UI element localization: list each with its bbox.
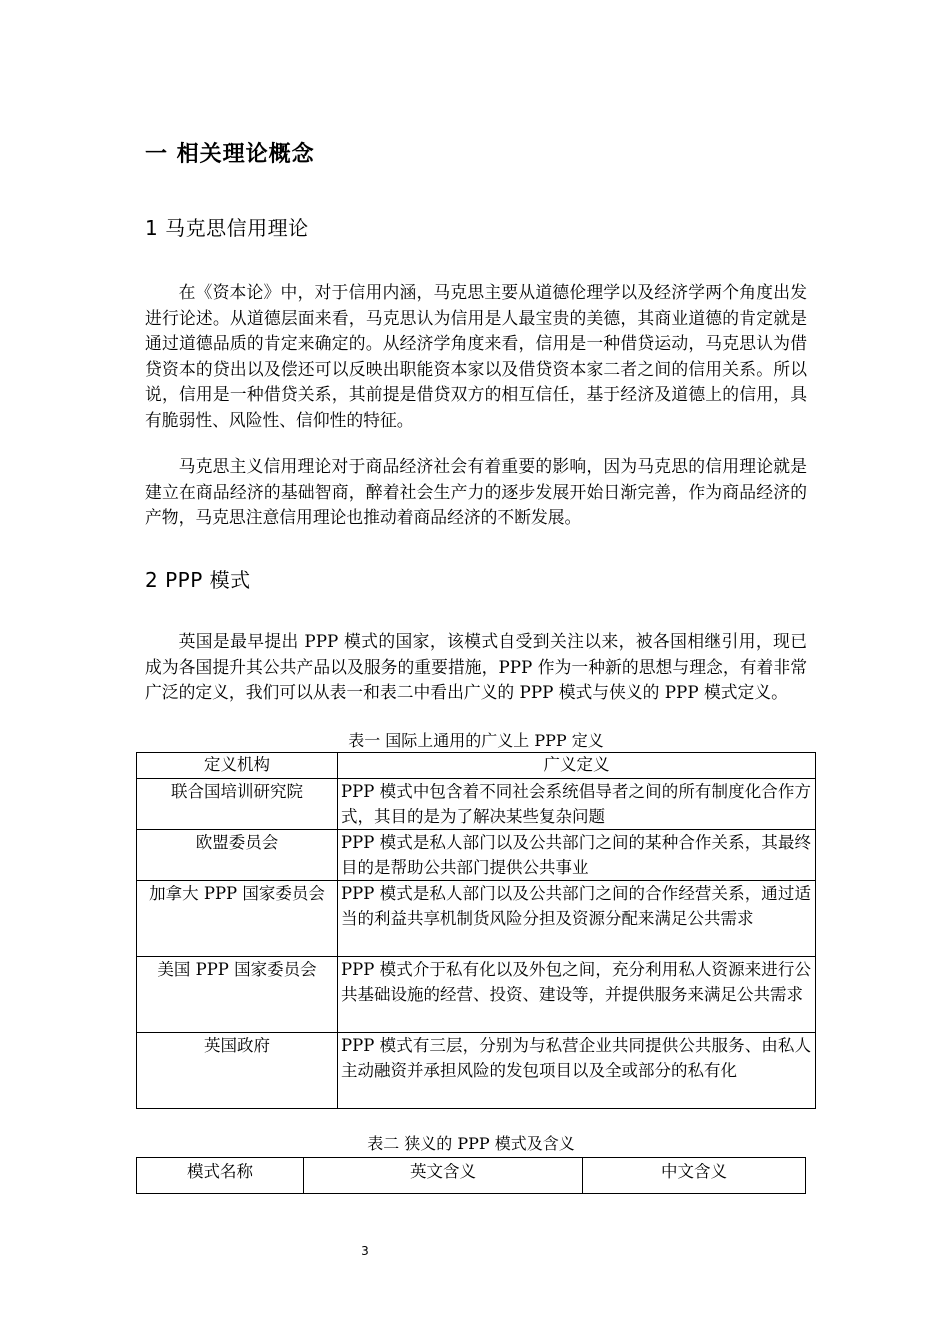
- definition-cell: PPP 模式介于私有化以及外包之间，充分利用私人资源来进行公共基础设施的经营、投资、建设等，并提供服务来满足公共需求: [338, 957, 816, 1033]
- table2-caption: 表二 狭义的 PPP 模式及含义: [367, 1134, 575, 1153]
- definition-cell: PPP 模式是私人部门以及公共部门之间的合作经营关系，通过适当的利益共享机制货风险分担及资源分配来满足公共需求: [338, 881, 816, 957]
- header-cell-chinese-meaning: 中文含义: [583, 1158, 806, 1194]
- chapter-heading: 一 相关理论概念: [145, 142, 315, 167]
- table-header-row: [137, 1158, 806, 1194]
- definition-cell: PPP 模式中包含着不同社会系统倡导者之间的所有制度化合作方式，其目的是为了解决某些复杂问题: [338, 779, 816, 830]
- page-number: 3: [361, 1244, 369, 1258]
- section-title-marx-credit: 1 马克思信用理论: [145, 216, 309, 240]
- organization-cell: 英国政府: [137, 1033, 338, 1109]
- paragraph-marx-credit-2: 马克思主义信用理论对于商品经济社会有着重要的影响，因为马克思的信用理论就是建立在商品经济的基础智商，醉着社会生产力的逐步发展开始日渐完善，作为商品经济的产物，马克思注意信用理论也推动着商品经济的不断发展。: [145, 456, 807, 527]
- paragraph-marx-credit-1: 在《资本论》中，对于信用内涵，马克思主要从道德伦理学以及经济学两个角度出发进行论述。从道德层面来看，马克思认为信用是人最宝贵的美德，其商业道德的肯定就是通过道德品质的肯定来确定的。从经济学角度来看，信用是一种借贷运动，马克思认为借贷资本的贷出以及偿还可以反映出职能资本家以及借贷资本家二者之间的信用关系。所以说，信用是一种借贷关系，其前提是借贷双方的相互信任，基于经济及道德上的信用，具有脆弱性、风险性、信仰性的特征。: [145, 282, 807, 430]
- table-row: [137, 1033, 816, 1109]
- definition-cell: PPP 模式有三层，分别为与私营企业共同提供公共服务、由私人主动融资并承担风险的发包项目以及全或部分的私有化: [338, 1033, 816, 1109]
- header-cell-mode-name: 模式名称: [137, 1158, 304, 1194]
- organization-cell: 美国 PPP 国家委员会: [137, 957, 338, 1033]
- header-cell-organization: 定义机构: [137, 753, 338, 779]
- table-row: [137, 881, 816, 957]
- organization-cell: 欧盟委员会: [137, 830, 338, 881]
- table-row: [137, 830, 816, 881]
- table-header-row: [137, 753, 816, 779]
- header-cell-definition: 广义定义: [338, 753, 816, 779]
- table-row: [137, 779, 816, 830]
- organization-cell: 联合国培训研究院: [137, 779, 338, 830]
- definition-cell: PPP 模式是私人部门以及公共部门之间的某种合作关系，其最终目的是帮助公共部门提供公共事业: [338, 830, 816, 881]
- table1-caption: 表一 国际上通用的广义上 PPP 定义: [348, 731, 604, 750]
- paragraph-ppp-intro: 英国是最早提出 PPP 模式的国家，该模式自受到关注以来，被各国相继引用，现已成为各国提升其公共产品以及服务的重要措施，PPP 作为一种新的思想与理念，有着非常广泛的定义，我们可以从表一和表二中看出广义的 PPP 模式与侠义的 PPP 模式定义。: [145, 631, 807, 702]
- ppp-broad-definition-table: [136, 752, 816, 1109]
- section-title-ppp: 2 PPP 模式: [145, 568, 251, 592]
- organization-cell: 加拿大 PPP 国家委员会: [137, 881, 338, 957]
- ppp-narrow-mode-table: [136, 1157, 806, 1194]
- header-cell-english-meaning: 英文含义: [304, 1158, 583, 1194]
- table-row: [137, 957, 816, 1033]
